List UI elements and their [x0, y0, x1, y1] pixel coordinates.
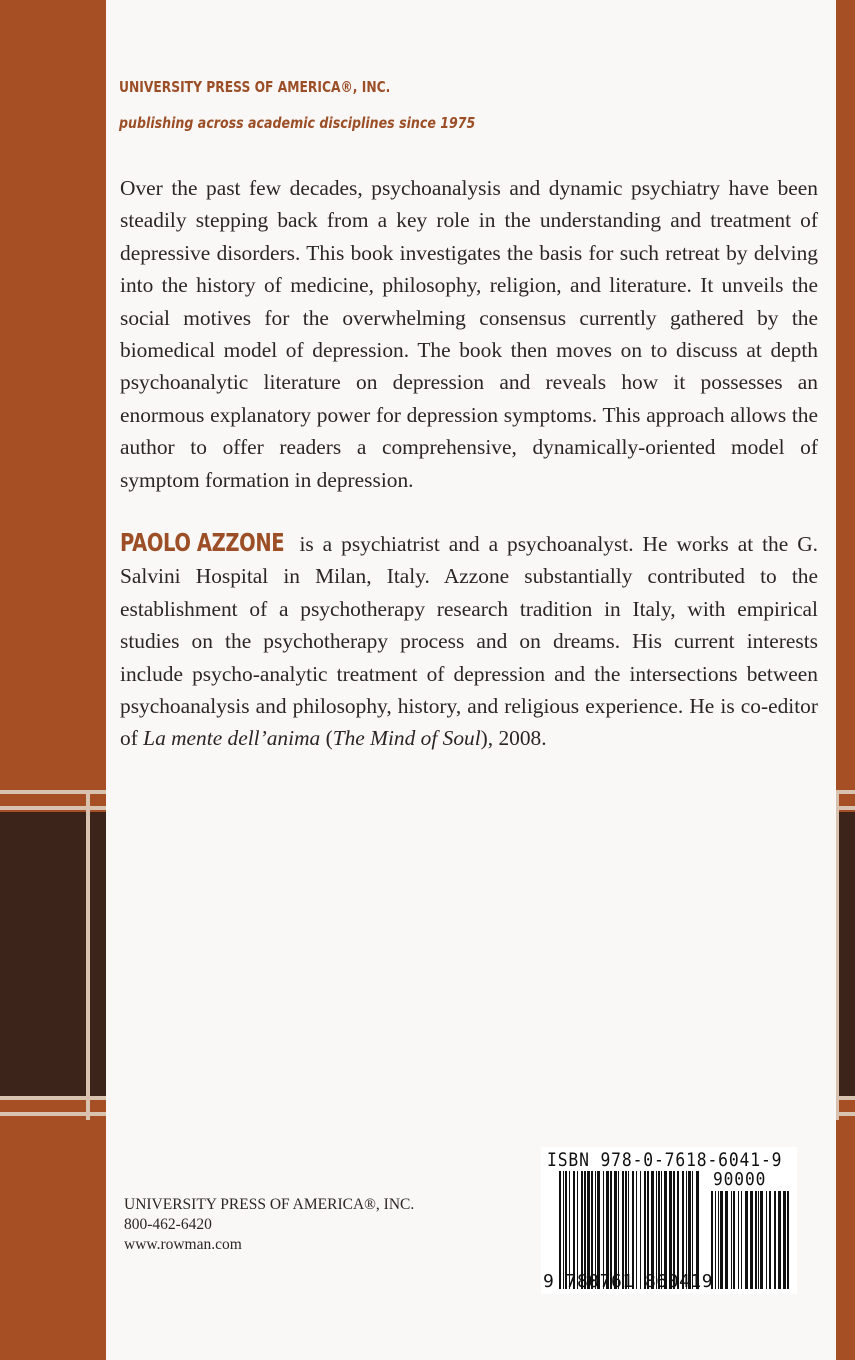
footer-publisher: UNIVERSITY PRESS OF AMERICA®, INC. — [124, 1196, 415, 1213]
price-code: 90000 — [713, 1169, 767, 1190]
barcode-bar — [718, 1191, 719, 1289]
barcode-bar — [783, 1191, 786, 1289]
barcode-bar — [787, 1191, 789, 1289]
barcode-bar — [766, 1191, 767, 1289]
publisher-header: UNIVERSITY PRESS OF AMERICA®, INC. — [119, 78, 391, 96]
barcode-bar — [725, 1191, 728, 1289]
author-bio — [120, 527, 818, 755]
publisher-contact — [124, 1195, 414, 1255]
book-title-english: The Mind of Soul — [332, 726, 481, 751]
barcode-bar — [774, 1191, 776, 1289]
ean-digits: 9 780761 860419 — [543, 1271, 714, 1292]
barcode-bar — [760, 1191, 763, 1289]
barcode-bar — [720, 1191, 723, 1289]
bio-paren: ( — [320, 726, 333, 751]
bio-text: is a psychiatrist and a psychoanalyst. He works at the G. Salvini Hospital in Milan, Italy. Azzone substantially contributed to the establishment of a psychotherapy research tradition in Italy, with empirical studies on the psychotherapy process and on dreams. His current interests include psycho-analytic treatment of depression and the intersections between psychoanalysis and philosophy, history, and religious experience. He is co-editor of — [120, 532, 818, 751]
footer-website: www.rowman.com — [124, 1236, 242, 1253]
stripe-line — [86, 790, 90, 1120]
publisher-tagline: publishing across academic disciplines since 1975 — [119, 114, 476, 132]
barcode-bar — [715, 1191, 716, 1289]
barcode-bar — [733, 1191, 735, 1289]
barcode-bar — [750, 1191, 753, 1289]
barcode-bar — [731, 1191, 732, 1289]
bio-year: ), 2008. — [480, 726, 547, 751]
barcode-bar — [745, 1191, 748, 1289]
barcode-bar — [758, 1191, 759, 1289]
barcode-bar — [755, 1191, 757, 1289]
isbn-barcode — [541, 1147, 797, 1294]
isbn-label: ISBN 978-0-7618-6041-9 — [547, 1149, 783, 1171]
barcode-bar — [738, 1191, 739, 1289]
barcode-bar — [741, 1191, 742, 1289]
book-description: Over the past few decades, psychoanalysis and dynamic psychiatry have been steadily stepping back from a key role in the understanding and treatment of depressive disorders. This book investigates the basis for such retreat by delving into the history of medicine, philosophy, religion, and literature. It unveils the social motives for the overwhelming consensus currently gathered by the biomedical model of depression. The book then moves on to discuss at depth psychoanalytic literature on depression and reveals how it possesses an enormous explanatory power for depression symptoms. This approach allows the author to offer readers a comprehensive, dynamically-oriented model of symptom formation in depression. — [120, 176, 818, 492]
footer-phone: 800-462-6420 — [124, 1216, 212, 1233]
barcode-bar — [769, 1191, 771, 1289]
book-title-italian: La mente dell’anima — [143, 726, 321, 751]
barcode-bar — [778, 1191, 781, 1289]
author-name: PAOLO AZZONE — [120, 528, 285, 557]
